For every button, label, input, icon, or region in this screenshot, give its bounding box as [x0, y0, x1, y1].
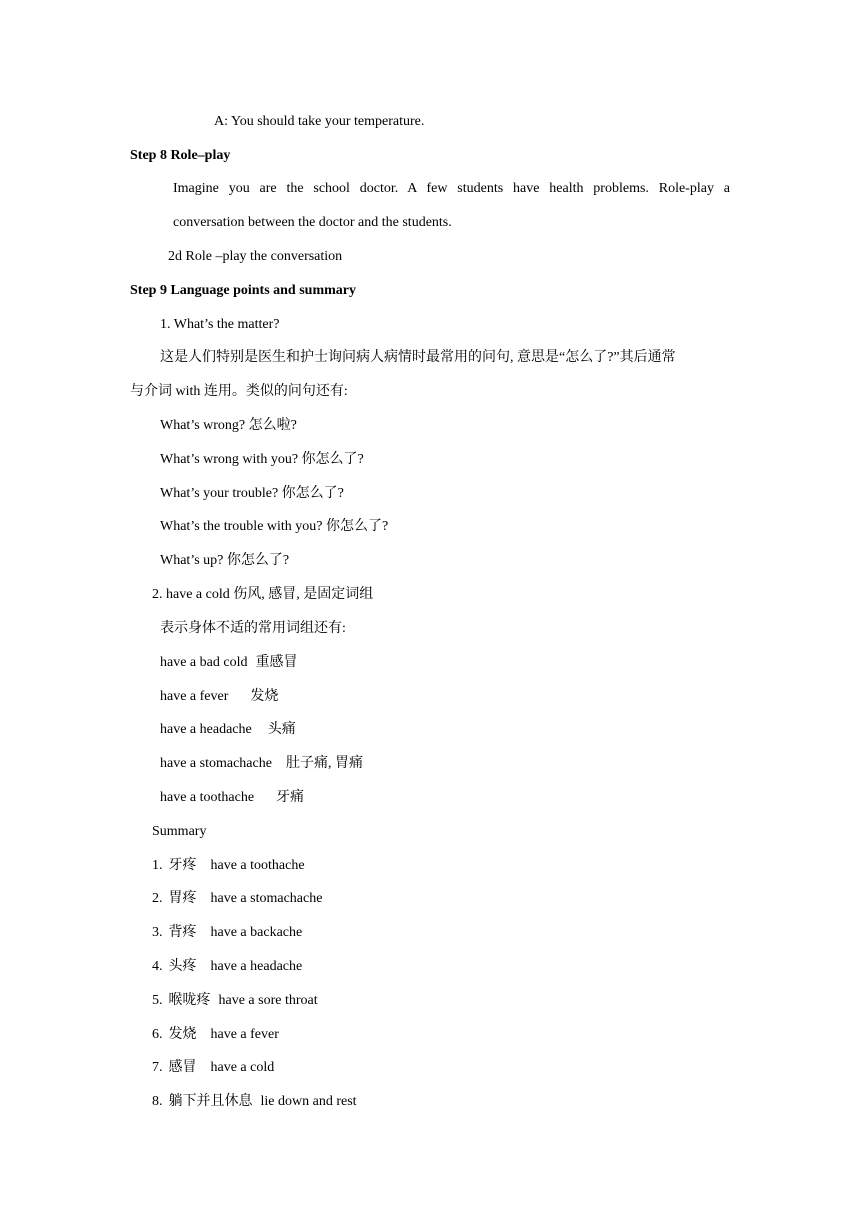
phrase-english: have a bad cold: [160, 655, 248, 670]
phrase-item: [160, 755, 363, 773]
summary-english: have a cold: [210, 1060, 275, 1075]
roleplay-2d-line: 2d Role –play the conversation: [168, 249, 343, 264]
phrase-chinese: 发烧: [250, 689, 279, 704]
summary-item: [152, 1059, 274, 1077]
roleplay-instruction-line-1: Imagine you are the school doctor. A few students have health problems. Role-play a: [173, 181, 730, 196]
summary-item: [152, 992, 318, 1010]
summary-chinese: 发烧: [168, 1027, 197, 1042]
question-item: What’s the trouble with you? 你怎么了?: [160, 519, 389, 534]
point1-explanation-line-1: 这是人们特别是医生和护士询问病人病情时最常用的问句, 意思是“怎么了?”其后通常: [160, 350, 676, 365]
phrase-chinese: 头痛: [267, 722, 296, 737]
point1-title: 1. What’s the matter?: [160, 317, 280, 332]
phrase-item: [160, 721, 296, 739]
summary-chinese: 胃疼: [168, 891, 197, 906]
summary-chinese: 喉咙疼: [168, 993, 211, 1008]
point2-explanation: 表示身体不适的常用词组还有:: [160, 621, 346, 636]
summary-english: have a fever: [210, 1027, 279, 1042]
summary-item: [152, 857, 305, 875]
summary-english: have a toothache: [210, 858, 305, 873]
phrase-chinese: 牙痛: [276, 790, 305, 805]
phrase-english: have a fever: [160, 689, 229, 704]
roleplay-instruction-line-2: conversation between the doctor and the students.: [173, 215, 452, 230]
phrase-english: have a headache: [160, 722, 252, 737]
summary-number: 3.: [152, 925, 163, 940]
question-item: What’s up? 你怎么了?: [160, 553, 290, 568]
phrase-item: [160, 688, 278, 706]
summary-number: 5.: [152, 993, 163, 1008]
summary-chinese: 感冒: [168, 1060, 197, 1075]
step8-heading: Step 8 Role–play: [130, 148, 231, 163]
phrase-english: have a toothache: [160, 790, 255, 805]
summary-number: 6.: [152, 1027, 163, 1042]
summary-number: 7.: [152, 1060, 163, 1075]
summary-number: 2.: [152, 891, 163, 906]
summary-item: [152, 890, 322, 908]
point2-title: 2. have a cold 伤风, 感冒, 是固定词组: [152, 587, 374, 602]
summary-item: [152, 1026, 279, 1044]
summary-item: [152, 958, 302, 976]
summary-chinese: 躺下并且休息: [168, 1094, 253, 1109]
summary-item: [152, 1093, 357, 1111]
phrase-item: [160, 789, 304, 807]
phrase-chinese: 重感冒: [255, 655, 298, 670]
summary-english: have a headache: [210, 959, 303, 974]
summary-english: lie down and rest: [260, 1094, 357, 1109]
question-item: What’s wrong with you? 你怎么了?: [160, 452, 364, 467]
question-item: What’s wrong? 怎么啦?: [160, 418, 297, 433]
phrase-chinese: 肚子痛, 胃痛: [285, 756, 363, 771]
summary-title: Summary: [152, 824, 207, 839]
summary-chinese: 背疼: [168, 925, 197, 940]
summary-number: 4.: [152, 959, 163, 974]
summary-chinese: 头疼: [168, 959, 197, 974]
summary-chinese: 牙疼: [168, 858, 197, 873]
point1-explanation-line-2: 与介词 with 连用。类似的问句还有:: [130, 384, 348, 399]
phrase-item: [160, 654, 297, 672]
question-item: What’s your trouble? 你怎么了?: [160, 486, 344, 501]
phrase-english: have a stomachache: [160, 756, 272, 771]
summary-number: 1.: [152, 858, 163, 873]
summary-item: [152, 924, 302, 942]
summary-number: 8.: [152, 1094, 163, 1109]
summary-english: have a backache: [210, 925, 303, 940]
summary-english: have a sore throat: [218, 993, 318, 1008]
step9-heading: Step 9 Language points and summary: [130, 283, 356, 298]
temperature-answer: A: You should take your temperature.: [214, 114, 425, 129]
summary-english: have a stomachache: [210, 891, 323, 906]
